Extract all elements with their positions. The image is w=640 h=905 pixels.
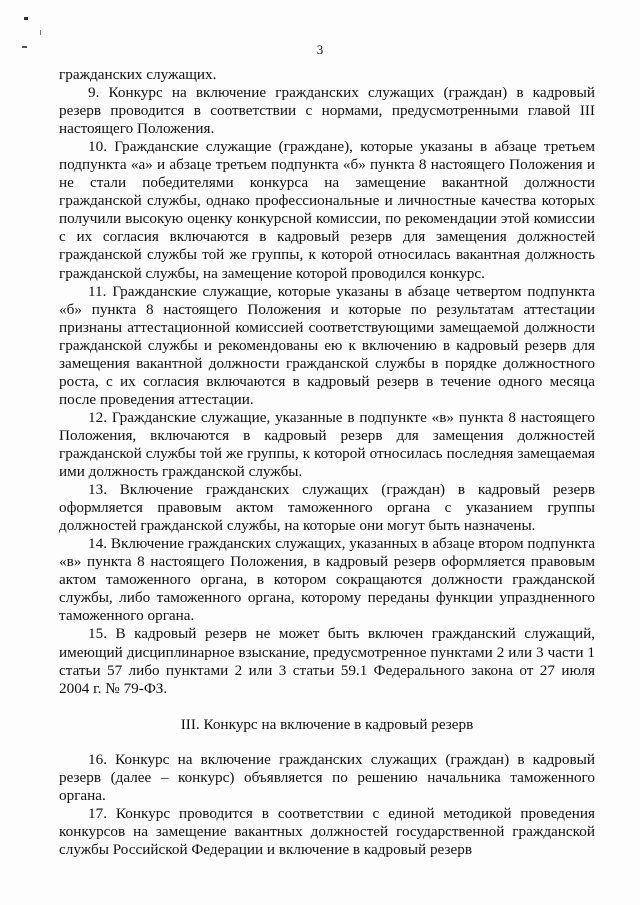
paragraph-13: 13. Включение гражданских служащих (граждан) в кадровый резерв оформляется правовым актом таможенного органа с указанием группы должностей гражданской службы, на которые они могут быть назначены. — [59, 481, 595, 535]
paragraph-continuation: гражданских служащих. — [59, 66, 217, 83]
paragraph-14: 14. Включение гражданских служащих, указанных в абзаце втором подпункта «в» пункта 8 настоящего Положения, в кадровый резерв оформляется правовым актом таможенного органа, в котором сокращаются должности гражданской службы, либо таможенного органа, которому переданы функции упраздненного таможенного органа. — [59, 535, 595, 625]
paragraph-12: 12. Гражданские служащие, указанные в подпункте «в» пункта 8 настоящего Положения, включаются в кадровый резерв для замещения должностей гражданской службы той же группы, к которой относилась последняя замещаемая ими должность гражданской службы. — [59, 408, 595, 481]
section-heading: III. Конкурс на включение в кадровый резерв — [180, 715, 474, 733]
scan-artifact — [40, 30, 41, 35]
paragraph-16: 16. Конкурс на включение гражданских служащих (граждан) в кадровый резерв (далее – конкурс) объявляется по решению начальника таможенного органа. — [59, 750, 595, 804]
scan-artifact — [24, 17, 28, 20]
paragraph-15: 15. В кадровый резерв не может быть включен гражданский служащий, имеющий дисциплинарное взыскание, предусмотренное пунктами 2 или 3 части 1 статьи 57 либо пунктами 2 или 3 статьи 59.1 Федерального закона от 27 июля 2004 г. № 79-ФЗ. — [59, 625, 595, 697]
page-number: 3 — [316, 42, 324, 57]
paragraph-10: 10. Гражданские служащие (граждане), которые указаны в абзаце третьем подпункта «а» и абзаце третьем подпункта «б» пункта 8 настоящего Положения и не стали победителями конкурса на замещение вакантной должности гражданской службы, однако профессиональные и личностные качества которых получили высокую оценку конкурсной комиссии, по рекомендации этой комиссии с их согласия включаются в кадровый резерв для замещения должностей гражданской службы той же группы, к которой относилась вакантная должность гражданской службы, на замещение которой проводился конкурс. — [59, 138, 595, 282]
paragraph-17: 17. Конкурс проводится в соответствии с единой методикой проведения конкурсов на замещение вакантных должностей государственной гражданской службы Российской Федерации и включение в кадровый резерв — [59, 804, 595, 858]
document-body — [59, 66, 595, 859]
paragraph-9: 9. Конкурс на включение гражданских служащих (граждан) в кадровый резерв проводится в соответствии с нормами, предусмотренными главой III настоящего Положения. — [59, 84, 595, 138]
paragraph-11: 11. Гражданские служащие, которые указаны в абзаце четвертом подпункта «б» пункта 8 настоящего Положения и которые по результатам аттестации признаны аттестационной комиссией соответствующими замещаемой должности гражданской службы и рекомендованы ею к включению в кадровый резерв для замещения вакантной должности гражданской службы в порядке должностного роста, с их согласия включаются в кадровый резерв в течение одного месяца после проведения аттестации. — [59, 282, 595, 408]
